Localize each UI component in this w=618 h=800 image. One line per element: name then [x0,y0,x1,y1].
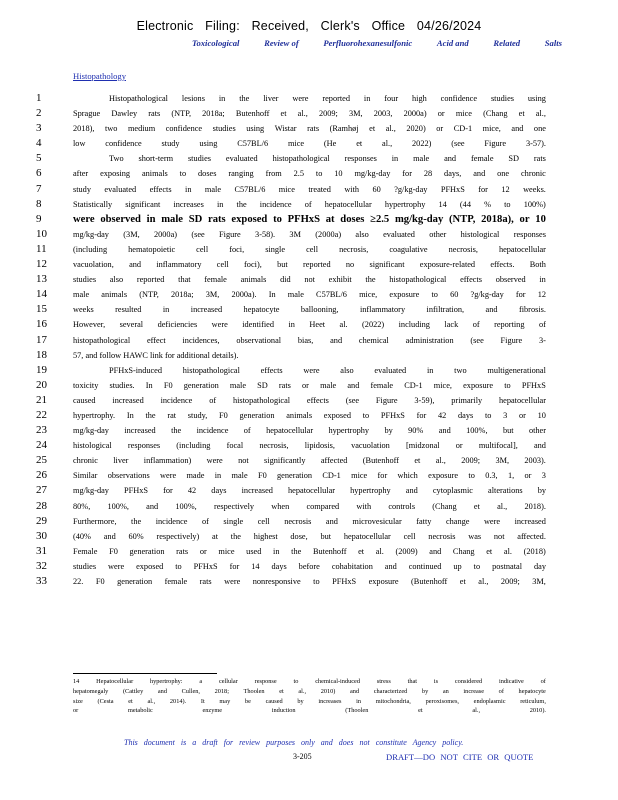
line-text: (40% and 60% respectively) at the highest dose, but hepatocellular cell necrosis was not affected. [73,531,546,541]
line-text: Furthermore, the incidence of single cell necrosis and microvesicular fatty change were increased [73,516,546,526]
line-text: Statistically significant increases in the incidence of hepatocellular hypertrophy 14 (44 % to 100%) [73,199,546,209]
line-number: 25 [36,454,47,467]
line-number: 7 [36,182,42,195]
document-line [0,302,618,317]
line-number: 15 [36,303,47,316]
line-text: 2018), two medium confidence studies using Wistar rats (Ramhøj et al., 2020) or CD-1 mice, and one [73,124,546,134]
line-number: 21 [36,393,47,406]
document-line [0,408,618,423]
title-part: Salts [544,38,562,48]
footnote-line: or metabolic enzyme induction (Thoolen et al., 2010). [73,707,546,715]
document-body [0,91,618,589]
footnote-line: size (Cesta et al., 2014). It may be caused by increases in mitochondria, peroxisomes, endoplasmic reticulum, [73,697,546,705]
title-part: Acid and [436,38,469,48]
line-number: 9 [36,212,42,225]
document-line [0,257,618,272]
line-number: 31 [36,544,47,557]
line-number: 19 [36,363,47,376]
document-line [0,378,618,393]
document-line [0,287,618,302]
line-number: 17 [36,333,47,346]
document-line [0,317,618,332]
line-text: 22. F0 generation female rats were nonresponsive to PFHxS exposure (Butenhoff et al., 2009; 3M, [73,577,546,586]
line-number: 29 [36,514,47,527]
title-part: Perfluorohexanesulfonic [323,38,413,48]
line-number: 32 [36,559,47,572]
stamp-word: Electronic [136,19,194,33]
document-line [0,559,618,574]
line-number: 24 [36,439,47,452]
line-number: 5 [36,152,42,165]
line-number: 4 [36,137,42,150]
stamp-word: Filing: [205,19,240,33]
title-part: Toxicological [192,38,240,48]
line-number: 3 [36,122,42,135]
line-text: caused increased incidence of histopathological effects (see Figure 3-59), primarily hepatocellular [73,395,546,405]
line-text: studies were exposed to PFHxS for 14 days before cohabitation and continued up to postnatal day [73,561,546,571]
line-number: 27 [36,484,47,497]
line-text: histological responses (including focal necrosis, lipidosis, vacuolation [midzonal or multifocal], and [73,441,546,451]
document-line [0,514,618,529]
line-number: 8 [36,197,42,210]
line-number: 13 [36,273,47,286]
line-number: 23 [36,424,47,437]
draft-label: DRAFT—DO NOT CITE OR QUOTE [386,752,534,762]
stamp-word: Received, [251,19,309,33]
document-line [0,151,618,166]
stamp-date: 04/26/2024 [416,19,482,33]
line-number: 33 [36,575,47,587]
line-number: 28 [36,499,47,512]
line-text: Similar observations were made in male F0 generation CD-1 mice for which exposure to 0.3, 1, or 3 [73,471,546,481]
line-text: after exposing animals to doses ranging from 2.5 to 10 mg/kg-day for 28 days, and one chronic [73,169,546,179]
line-text: male animals (NTP, 2018a; 3M, 2000a). In male C57BL/6 mice, exposure to 60 ?g/kg-day for 12 [73,290,546,300]
document-line [0,197,618,212]
document-line [0,227,618,242]
footnote [73,677,546,716]
document-line [0,483,618,498]
line-text: mg/kg-day (3M, 2000a) (see Figure 3-58). 3M (2000a) also evaluated other histological responses [73,229,546,239]
line-text: Two short-term studies evaluated histopathological responses in male and female SD rats [109,154,546,164]
document-line [0,529,618,544]
line-text: vacuolation, and inflammatory cell foci), but reported no significant exposure-related effects. Both [73,260,546,270]
line-text: study evaluated effects in male C57BL/6 mice treated with 60 ?g/kg-day PFHxS for 12 weeks. [73,184,546,194]
running-header-title [192,38,562,48]
line-text: chronic liver inflammation) were not significantly affected (Butenhoff et al., 2009; 3M, 2003). [73,456,546,466]
section-heading[interactable]: Histopathology [73,71,126,81]
document-line [0,333,618,348]
footnote-line: hepatomegaly (Cattley and Cullen, 2018; Thoolen et al., 2010) and characterized by an increase of hepatocyte [73,687,546,695]
document-line [0,363,618,378]
document-line [0,574,618,589]
line-number: 12 [36,258,47,271]
stamp-word: Office [371,19,406,33]
line-text: Histopathological lesions in the liver were reported in four high confidence studies using [109,94,546,103]
document-line [0,544,618,559]
document-line [0,242,618,257]
line-text: mg/kg-day increased the incidence of hepatocellular hypertrophy by 90% and 100%, but other [73,426,546,436]
line-number: 10 [36,227,47,240]
line-number: 2 [36,107,42,120]
line-number: 30 [36,529,47,542]
document-line [0,438,618,453]
document-line [0,272,618,287]
line-text: 80%, 100%, and 100%, respectively when compared with controls (Chang et al., 2018). [73,501,546,511]
line-number: 11 [36,242,47,255]
document-line [0,121,618,136]
document-line [0,468,618,483]
line-number: 22 [36,408,47,421]
document-line [0,348,618,363]
document-line [0,393,618,408]
line-number: 1 [36,92,42,104]
line-number: 20 [36,378,47,391]
line-text: Female F0 generation rats or mice used in the Butenhoff et al. (2009) and Chang et al. (2018) [73,546,546,556]
line-text: Sprague Dawley rats (NTP, 2018a; Butenhoff et al., 2009; 3M, 2003, 2000a) or mice (Chang et al., [73,109,546,119]
title-part: Related [493,38,521,48]
line-number: 6 [36,167,42,180]
document-line [0,106,618,121]
line-text: toxicity studies. In F0 generation male SD rats or male and female CD-1 mice, exposure to PFHxS [73,380,546,390]
line-text: (including hematopoietic cell foci, single cell necrosis, coagulative necrosis, hepatocellular [73,244,546,254]
line-text: studies also reported that female animals did not exhibit the histopathological effects observed in [73,275,546,285]
document-line [0,499,618,514]
line-number: 18 [36,348,47,361]
footnote-line: 14 Hepatocellular hypertrophy: a cellular response to chemical-induced stress that is considered indicative of [73,678,546,685]
line-text: low confidence study using C57BL/6 mice (He et al., 2022) (see Figure 3-57). [73,139,546,149]
line-text: weeks resulted in increased hepatocyte ballooning, inflammatory infiltration, and fibrosis. [73,305,546,315]
document-line [0,182,618,197]
filing-stamp [0,19,618,33]
document-line [0,91,618,106]
document-line [0,166,618,181]
line-text: PFHxS-induced histopathological effects were also evaluated in two multigenerational [109,365,546,375]
footnote-divider [73,673,217,674]
draft-disclaimer: This document is a draft for review purposes only and does not constitute Agency policy. [124,738,464,747]
line-number: 14 [36,288,47,301]
title-part: Review of [264,38,299,48]
stamp-word: Clerk's [320,19,360,33]
line-number: 16 [36,318,47,331]
line-text: mg/kg-day PFHxS for 42 days increased hepatocellular hypertrophy and cytoplasmic alterations by [73,486,546,496]
line-text: were observed in male SD rats exposed to PFHxS at doses ≥2.5 mg/kg-day (NTP, 2018a), or 10 [73,213,546,225]
document-line [0,423,618,438]
line-number: 26 [36,469,47,482]
document-line [0,453,618,468]
document-line [0,212,618,227]
line-text: 57, and follow HAWC link for additional details). [73,350,239,360]
line-text: hypertrophy. In the rat study, F0 generation animals exposed to PFHxS for 42 days to 3 or 10 [73,410,546,420]
document-line [0,136,618,151]
line-text: histopathological effect incidences, observational bias, and chemical administration (see Figure 3- [73,335,546,345]
page-number: 3-205 [293,752,312,761]
line-text: However, several deficiencies were identified in Heet al. (2022) including lack of reporting of [73,320,546,330]
